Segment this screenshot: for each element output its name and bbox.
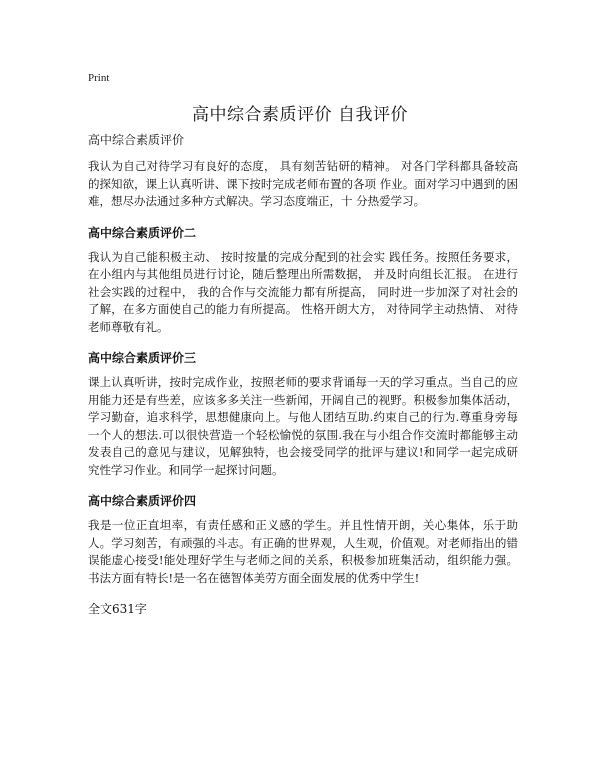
section-2-heading: 高中综合素质评价二 [88, 225, 197, 240]
print-label[interactable]: Print [88, 72, 110, 84]
section-4-paragraph: 我是一位正直坦率，有责任感和正义感的学生。并且性情开朗，关心集体，乐于助人。学习刻苦，有顽强的斗志。有正确的世界观，人生观，价值观。对老师指出的错误能虚心接受!能处理好学生与老师之间的关系，积极参加班集活动，组织能力强。书法方面有特长!是一名在德智体美劳方面全面发展的优秀中学生! [88, 518, 518, 585]
section-4-heading: 高中综合素质评价四 [88, 494, 197, 508]
word-count: 全文631字 [88, 602, 147, 616]
section-2-paragraph: 我认为自己能积极主动、 按时按量的完成分配到的社会实 践任务。按照任务要求，在小组内与其他组员进行讨论，随后整理出所需数据， 并及时向组长汇报。 在进行社会实践的过程中， 我的合作与交流能力都有所提高， 同时进一步加深了对社会的了解，在多方面使自己的能力有所提高。 性格开朗大方， 对待同学主动热情、 对待老师尊敬有礼。 [88, 249, 518, 334]
section-1-paragraph: 我认为自己对待学习有良好的态度， 具有刻苦钻研的精神。 对各门学科都具备较高的探知欲，课上认真听讲、课下按时完成老师布置的各项 作业。面对学习中遇到的困难，想尽办法通过多种方式解决。学习态度端正，十 分热爱学习。 [88, 159, 518, 208]
document-title: 高中综合素质评价 自我评价 [192, 105, 408, 125]
section-3-paragraph: 课上认真听讲，按时完成作业，按照老师的要求背诵每一天的学习重点。当自己的应用能力还是有些差，应该多多关注一些新闻，开阔自己的视野。积极参加集体活动，学习勤奋，追求科学，思想健康向上。与他人团结互助.约束自己的行为.尊重身旁每一个人的想法.可以很快营造一个轻松愉悦的氛围.我在与小组合作交流时都能够主动发表自己的意见与建议，见解独特，也会接受同学的批评与建议!和同学一起完成研究性学习作业。和同学一起探讨问题。 [88, 375, 518, 477]
document-body [88, 132, 518, 617]
intro-heading: 高中综合素质评价 [88, 133, 185, 147]
section-3-heading: 高中综合素质评价三 [88, 351, 197, 365]
